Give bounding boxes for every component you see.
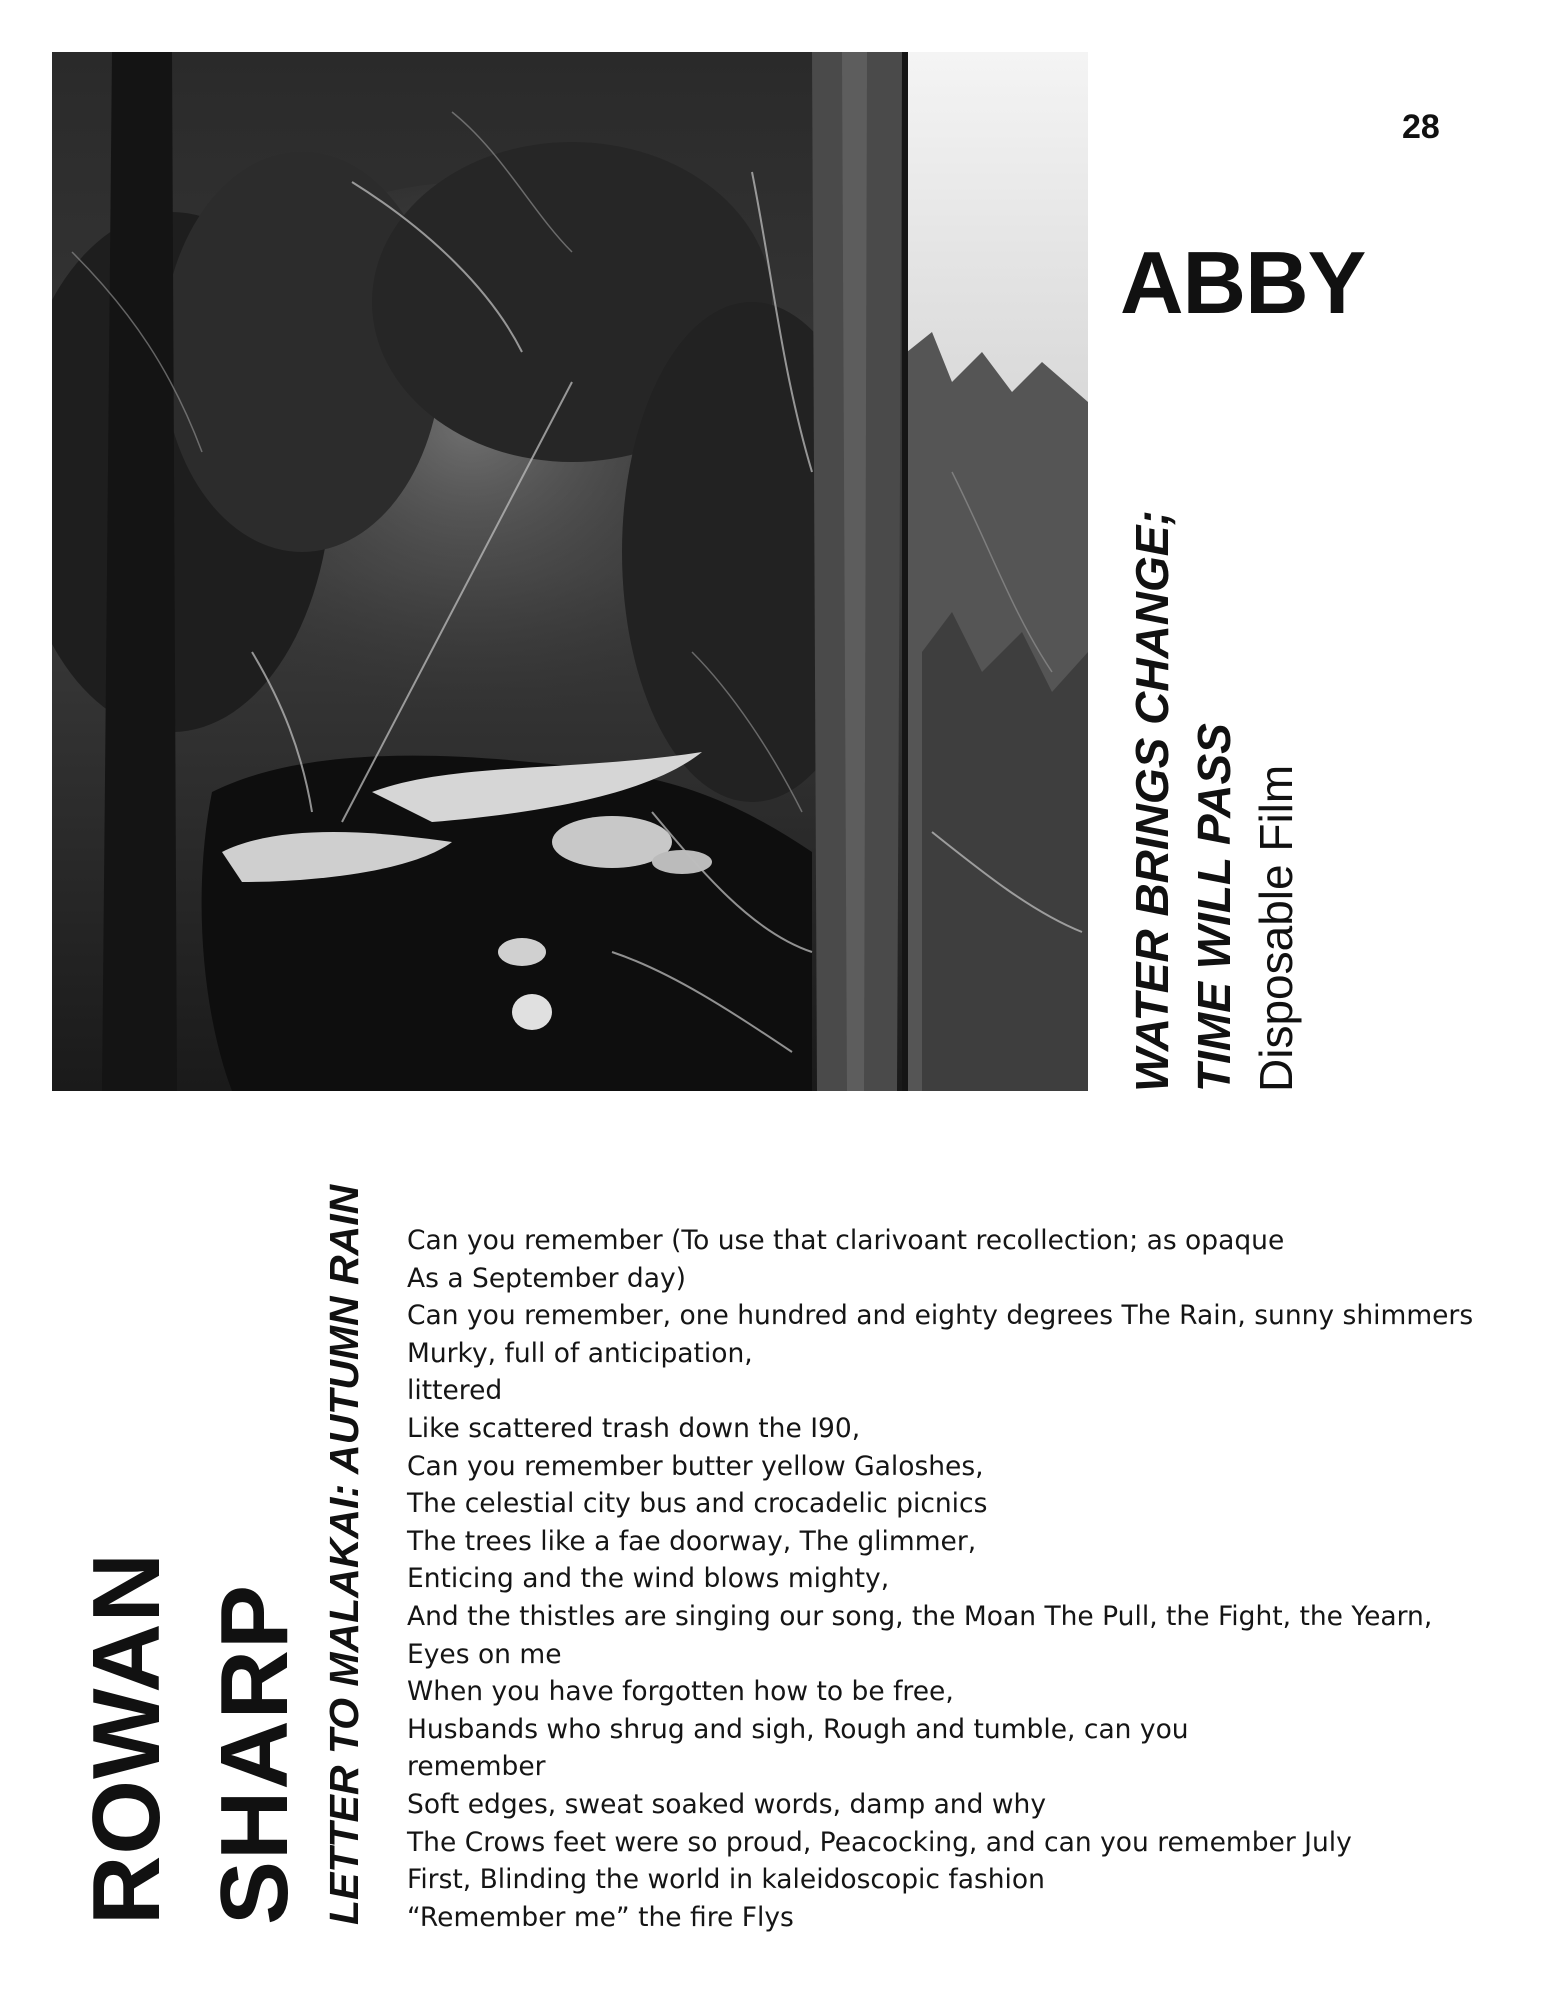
- photo-title-line-1: WATER BRINGS CHANGE;: [1126, 510, 1178, 1092]
- author-last-name: SHARP: [201, 1583, 308, 1925]
- poem-line: Can you remember (To use that clarivoant recollection; as opaque: [407, 1225, 1285, 1256]
- photo-title-line-2: TIME WILL PASS: [1188, 723, 1240, 1092]
- forest-creek-photo: [52, 52, 1088, 1091]
- poem-line: “Remember me” the fire Flys: [407, 1901, 794, 1933]
- photographer-name: ABBY: [1120, 233, 1366, 332]
- poem-line: littered: [407, 1375, 503, 1407]
- poem-line: As a September day): [407, 1262, 687, 1294]
- author-first-name: ROWAN: [73, 1552, 180, 1925]
- poem-line: And the thistles are singing our song, the Moan The Pull, the Fight, the Yearn,: [407, 1600, 1433, 1632]
- poem-line: Husbands who shrug and sigh, Rough and tumble, can you: [407, 1713, 1189, 1745]
- poem-line: The trees like a fae doorway, The glimmer,: [407, 1525, 977, 1557]
- poem-line: Murky, full of anticipation,: [407, 1337, 753, 1369]
- poem-line: Can you remember, one hundred and eighty degrees The Rain, sunny shimmers: [407, 1300, 1474, 1332]
- poem-body: [407, 1222, 1517, 1936]
- photo-medium: Disposable Film: [1250, 764, 1302, 1092]
- poem-line: Eyes on me: [407, 1638, 562, 1670]
- poem-line: Enticing and the wind blows mighty,: [407, 1563, 890, 1595]
- poem-line: Like scattered trash down the I90,: [407, 1412, 861, 1444]
- poem-title: LETTER TO MALAKAI: AUTUMN RAIN: [321, 1184, 367, 1925]
- poem-line: The celestial city bus and crocadelic picnics: [407, 1488, 988, 1520]
- poem-line: When you have forgotten how to be free,: [407, 1676, 954, 1708]
- poem-line: Can you remember butter yellow Galoshes,: [407, 1450, 984, 1482]
- poem-line: First, Blinding the world in kaleidoscopic fashion: [407, 1864, 1045, 1896]
- poem-line: The Crows feet were so proud, Peacocking, and can you remember July: [407, 1826, 1352, 1858]
- page-number: 28: [1402, 108, 1440, 146]
- poem-line: remember: [407, 1751, 546, 1783]
- poem-line: Soft edges, sweat soaked words, damp and why: [407, 1788, 1047, 1820]
